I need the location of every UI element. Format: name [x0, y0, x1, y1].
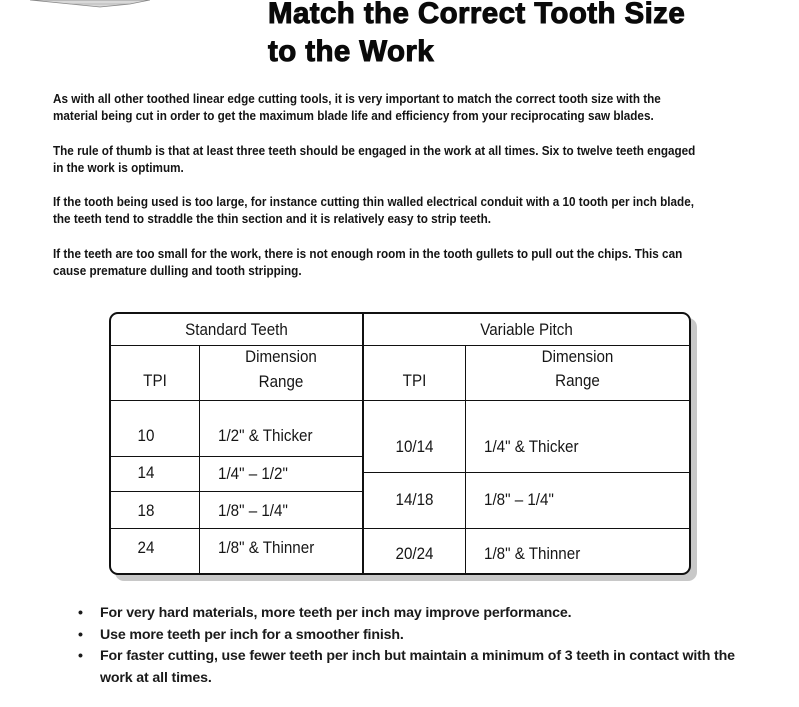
section-divider [362, 314, 364, 573]
list-item [78, 646, 738, 689]
variable-row-range: 1/8" & Thinner [484, 545, 581, 563]
standard-row-divider [111, 528, 362, 529]
list-item [78, 603, 738, 625]
standard-dimension-header: Dimension [245, 348, 317, 366]
standard-column-divider [199, 345, 200, 573]
intro-paragraph: As with all other toothed linear edge cutting tools, it is very important to match the correct tooth size with the material being cut in order to get the maximum blade life and efficiency from your reciprocating saw blades. [53, 92, 661, 123]
tooth-size-table [109, 312, 691, 575]
list-item [78, 625, 738, 647]
tooth-too-large-paragraph: If the tooth being used is too large, for instance cutting thin walled electrical conduit with a 10 tooth per inch blade, the teeth tend to straddle the thin section and it is relatively easy to strip teeth. [53, 195, 694, 226]
standard-row-tpi: 14 [137, 464, 155, 482]
variable-dimension-header: Dimension [541, 348, 614, 366]
variable-column-divider [465, 345, 466, 573]
rule-of-thumb-paragraph: The rule of thumb is that at least three teeth should be engaged in the work at all times. Six to twelve teeth engaged in the work is optimum. [53, 144, 696, 175]
tips-list [78, 603, 738, 689]
tip-text: For very hard materials, more teeth per inch may improve performance. [100, 605, 572, 621]
variable-pitch-heading: Variable Pitch [480, 321, 573, 339]
standard-row-range: 1/4" – 1/2" [218, 465, 288, 483]
page-title-line-2: to the Work [268, 35, 435, 68]
tip-text: Use more teeth per inch for a smoother finish. [100, 626, 404, 643]
saw-blade-illustration [30, 0, 150, 12]
variable-row-range: 1/8" – 1/4" [484, 491, 554, 509]
heading-underline [111, 345, 689, 346]
standard-teeth-heading: Standard Teeth [185, 321, 288, 339]
variable-row-range: 1/4" & Thicker [484, 438, 579, 456]
page-title-line-1: Match the Correct Tooth Size [268, 0, 686, 30]
bullet-symbol: • [78, 605, 83, 621]
column-header-underline [111, 400, 689, 401]
standard-row-tpi: 24 [137, 539, 155, 557]
standard-tpi-header: TPI [143, 372, 167, 390]
bullet-symbol: • [78, 626, 83, 643]
bullet-symbol: • [78, 648, 83, 664]
page-title [268, 0, 685, 71]
standard-row-divider [111, 456, 362, 457]
variable-tpi-header: TPI [402, 372, 427, 390]
variable-row-tpi: 10/14 [395, 438, 434, 456]
variable-row-divider [362, 472, 689, 473]
variable-range-header: Range [555, 372, 600, 390]
standard-row-tpi: 10 [137, 427, 155, 445]
standard-row-range: 1/8" – 1/4" [218, 502, 288, 520]
variable-row-divider [362, 528, 689, 529]
standard-row-divider [111, 491, 362, 492]
variable-row-tpi: 20/24 [395, 545, 434, 563]
standard-row-range: 1/2" & Thicker [218, 427, 313, 445]
tooth-too-small-paragraph: If the teeth are too small for the work, there is not enough room in the tooth gullets to pull out the chips. This can cause premature dulling and tooth stripping. [53, 247, 683, 278]
standard-row-range: 1/8" & Thinner [218, 539, 315, 557]
variable-row-tpi: 14/18 [395, 491, 434, 509]
standard-range-header: Range [258, 373, 304, 391]
standard-row-tpi: 18 [137, 502, 155, 520]
tip-text: For faster cutting, use fewer teeth per inch but maintain a minimum of 3 teeth in contact with the work at all times. [100, 648, 735, 686]
